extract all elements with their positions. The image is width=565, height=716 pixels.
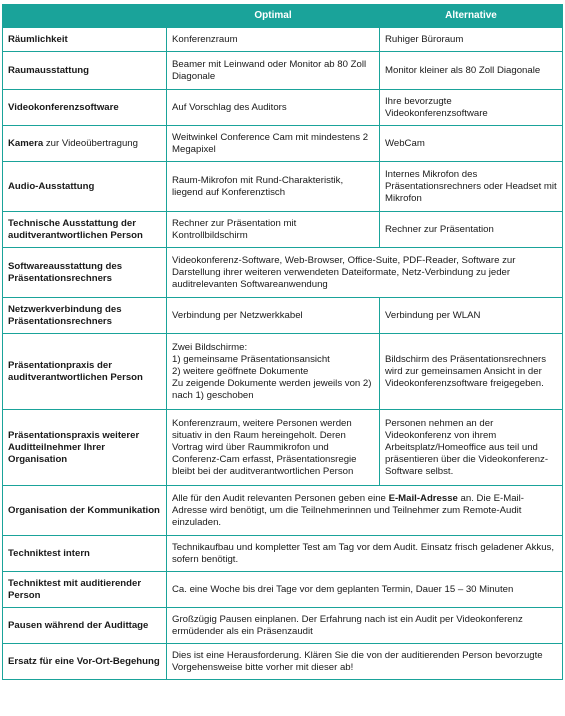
email-address-emphasis: E-Mail-Adresse [388,492,458,504]
optimal-cell: Rechner zur Präsentation mit Kontrollbildschirm [167,212,380,248]
alternative-cell: Personen nehmen an der Videokonferenz von ihrem Arbeitsplatz/Homeoffice aus teil und präsentieren über die Videokonferenz-Software selbst. [380,410,563,486]
table-row [3,126,563,162]
table-row [3,212,563,248]
table-row [3,486,563,536]
table-row [3,608,563,644]
table-row [3,52,563,90]
optimal-cell: Konferenzraum, weitere Personen werden situativ in den Raum hereingeholt. Deren Vortrag wird über Raummikrofon und Conferenz-Cam erfasst, Präsentationsregie bleibt bei der auditverantwortlichen Person [167,410,380,486]
row-label: Netzwerkverbindung des Präsentationsrechners [3,298,167,334]
row-label: Raumausstattung [3,52,167,90]
cell-line: 1) gemeinsame Präsentationsansicht [172,353,330,365]
row-label: Videokonferenzsoftware [3,90,167,126]
row-label: Ersatz für eine Vor-Ort-Begehung [3,644,167,680]
row-label: Technische Ausstattung der auditverantwortlichen Person [3,212,167,248]
alternative-cell: Verbindung per WLAN [380,298,563,334]
header-corner-cell [3,5,167,28]
optimal-cell: Verbindung per Netzwerkkabel [167,298,380,334]
row-label: Techniktest intern [3,536,167,572]
merged-cell: Ca. eine Woche bis drei Tage vor dem geplanten Termin, Dauer 15 – 30 Minuten [167,572,563,608]
row-label: Präsentationpraxis der auditverantwortlichen Person [3,334,167,410]
row-label: Präsentationspraxis weiterer Auditteilnehmer Ihrer Organisation [3,410,167,486]
table-row [3,28,563,52]
row-label: Audio-Ausstattung [3,162,167,212]
optimal-cell [167,334,380,410]
cell-line: Zu zeigende Dokumente werden jeweils von 2) nach 1) geschoben [172,377,372,401]
merged-cell: Videokonferenz-Software, Web-Browser, Office-Suite, PDF-Reader, Software zur Darstellung ihrer weiteren verwendeten Dateiformate, Netz-Verbindung zu jeder auditrelevanten Softwareanwendung [167,248,563,298]
header-row [3,5,563,28]
header-alternative: Alternative [380,5,563,28]
alternative-cell: Ihre bevorzugte Videokonferenzsoftware [380,90,563,126]
row-label: Softwareausstattung des Präsentationsrechners [3,248,167,298]
table-row [3,536,563,572]
merged-cell [167,486,563,536]
row-label: Organisation der Kommunikation [3,486,167,536]
optimal-cell: Beamer mit Leinwand oder Monitor ab 80 Zoll Diagonale [167,52,380,90]
optimal-cell: Konferenzraum [167,28,380,52]
row-label-rest: zur Videoübertragung [43,137,138,149]
requirements-table [2,4,563,680]
alternative-cell: Internes Mikrofon des Präsentationsrechners oder Headset mit Mikrofon [380,162,563,212]
cell-line: Zwei Bildschirme: [172,341,248,353]
table-row [3,298,563,334]
table-row [3,90,563,126]
merged-text-pre: Alle für den Audit relevanten Personen geben eine [172,492,389,504]
alternative-cell: Rechner zur Präsentation [380,212,563,248]
header-optimal: Optimal [167,5,380,28]
table-row [3,572,563,608]
optimal-cell: Raum-Mikrofon mit Rund-Charakteristik, liegend auf Konferenztisch [167,162,380,212]
table-row [3,410,563,486]
optimal-cell: Weitwinkel Conference Cam mit mindestens 2 Megapixel [167,126,380,162]
merged-cell: Technikaufbau und kompletter Test am Tag vor dem Audit. Einsatz frisch geladener Akkus, sofern benötigt. [167,536,563,572]
alternative-cell: Bildschirm des Präsentationsrechners wird zur gemeinsamen Ansicht in der Videokonferenzsoftware freigegeben. [380,334,563,410]
merged-cell: Großzügig Pausen einplanen. Der Erfahrung nach ist ein Audit per Videokonferenz ermüdender als ein Präsenzaudit [167,608,563,644]
row-label [3,126,167,162]
merged-text-post: an. Die E-Mail-Adresse wird benötigt, um die Teilnehmerinnen und Teilnehmer zum Remote-Audit einzuladen. [172,492,524,528]
table-row [3,162,563,212]
alternative-cell: WebCam [380,126,563,162]
alternative-cell: Monitor kleiner als 80 Zoll Diagonale [380,52,563,90]
table-row [3,644,563,680]
row-label-bold: Kamera [8,137,44,149]
merged-cell: Dies ist eine Herausforderung. Klären Sie die von der auditierenden Person bevorzugte Vorgehensweise bitte vorher mit dieser ab! [167,644,563,680]
alternative-cell: Ruhiger Büroraum [380,28,563,52]
optimal-cell: Auf Vorschlag des Auditors [167,90,380,126]
row-label: Räumlichkeit [3,28,167,52]
cell-line: 2) weitere geöffnete Dokumente [172,365,309,377]
row-label: Techniktest mit auditierender Person [3,572,167,608]
table-row [3,334,563,410]
row-label: Pausen während der Audittage [3,608,167,644]
table-row [3,248,563,298]
